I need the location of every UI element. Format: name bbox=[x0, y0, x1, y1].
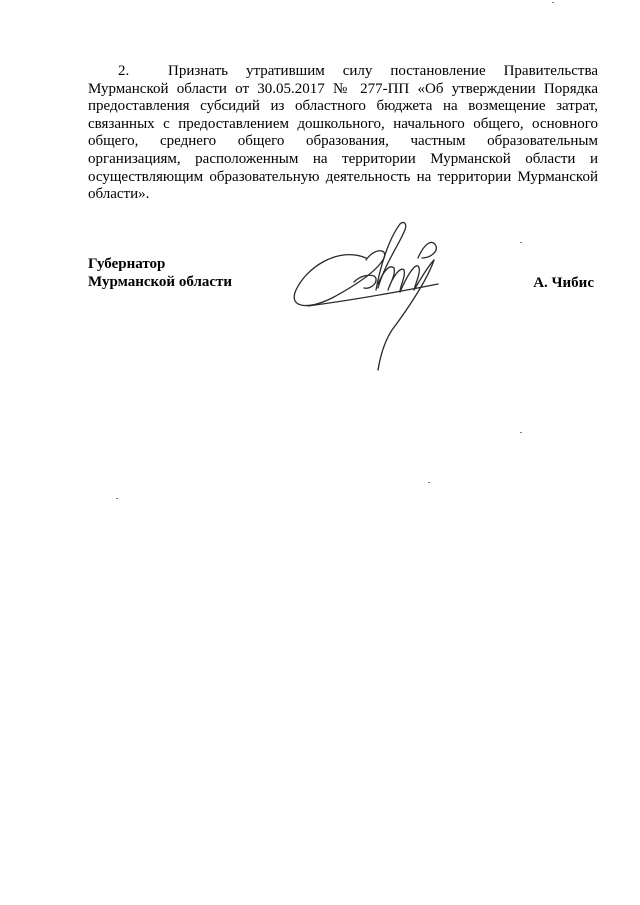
signatory-title-line1: Губернатор bbox=[88, 256, 166, 272]
paragraph-text: Признать утратившим силу постановление Правительства Мурманской области от 30.05.2017 № 277-ПП «Об утверждении Порядка предоставления субсидий из областного бюджета на возмещение затрат, связанных с предоставлением дошкольного, начального общего, основного общего, среднего общего образования, частным образовательным организациям, расположенным на территории Мурманской области и осуществляющим образовательную деятельность на территории Мурманской области». bbox=[88, 63, 598, 203]
document-paragraph bbox=[88, 63, 598, 204]
signatory-name: А. Чибис bbox=[533, 275, 594, 291]
handwritten-signature bbox=[288, 218, 468, 378]
scan-speck bbox=[428, 482, 430, 483]
signatory-title-line2: Мурманской области bbox=[88, 274, 233, 290]
scan-speck bbox=[520, 432, 522, 433]
paragraph-number: 2. bbox=[118, 63, 130, 79]
signatory-title bbox=[88, 255, 232, 291]
scan-speck bbox=[520, 242, 522, 243]
scan-speck bbox=[552, 2, 554, 3]
scan-speck bbox=[116, 498, 118, 499]
